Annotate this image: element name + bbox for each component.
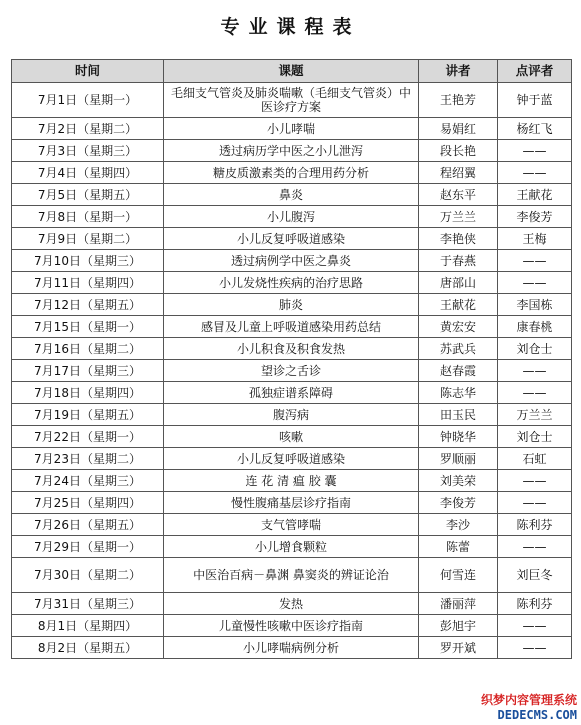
cell-time: 7月2日（星期二） <box>12 118 164 140</box>
table-row <box>12 272 572 294</box>
cell-time: 7月10日（星期三） <box>12 250 164 272</box>
cell-time: 7月15日（星期一） <box>12 316 164 338</box>
cell-reviewer: 刘巨冬 <box>498 558 572 593</box>
cell-topic: 肺炎 <box>164 294 419 316</box>
cell-time: 7月8日（星期一） <box>12 206 164 228</box>
cell-lecturer: 于春燕 <box>419 250 498 272</box>
table-row <box>12 470 572 492</box>
cell-topic: 小儿积食及积食发热 <box>164 338 419 360</box>
cell-time: 7月26日（星期五） <box>12 514 164 536</box>
cell-reviewer: 杨红飞 <box>498 118 572 140</box>
cell-lecturer: 段长艳 <box>419 140 498 162</box>
cell-time: 8月2日（星期五） <box>12 637 164 659</box>
cell-topic: 中医治百病－鼻渊 鼻窦炎的辨证论治 <box>164 558 419 593</box>
cell-time: 7月4日（星期四） <box>12 162 164 184</box>
table-row <box>12 228 572 250</box>
table-row <box>12 404 572 426</box>
cell-lecturer: 潘丽萍 <box>419 593 498 615</box>
cell-topic: 小儿反复呼吸道感染 <box>164 448 419 470</box>
cell-time: 8月1日（星期四） <box>12 615 164 637</box>
cell-topic: 小儿增食颗粒 <box>164 536 419 558</box>
cell-reviewer: 陈利芬 <box>498 593 572 615</box>
cell-reviewer: 王梅 <box>498 228 572 250</box>
cell-topic: 小儿哮喘 <box>164 118 419 140</box>
table-row <box>12 514 572 536</box>
cell-lecturer: 罗顺丽 <box>419 448 498 470</box>
cell-topic: 望诊之舌诊 <box>164 360 419 382</box>
cell-time: 7月31日（星期三） <box>12 593 164 615</box>
table-row <box>12 83 572 118</box>
cell-lecturer: 苏武兵 <box>419 338 498 360</box>
watermark-url: DEDECMS.COM <box>497 708 577 722</box>
cell-time: 7月29日（星期一） <box>12 536 164 558</box>
cell-lecturer: 刘美荣 <box>419 470 498 492</box>
cell-reviewer: 刘仓士 <box>498 338 572 360</box>
cell-lecturer: 唐部山 <box>419 272 498 294</box>
cell-reviewer: 钟于蓝 <box>498 83 572 118</box>
cell-time: 7月16日（星期二） <box>12 338 164 360</box>
cell-reviewer: 陈利芬 <box>498 514 572 536</box>
cell-lecturer: 赵东平 <box>419 184 498 206</box>
cell-time: 7月3日（星期三） <box>12 140 164 162</box>
cell-reviewer: —— <box>498 536 572 558</box>
cell-lecturer: 钟晓华 <box>419 426 498 448</box>
table-row <box>12 637 572 659</box>
table-row <box>12 316 572 338</box>
cell-reviewer: 王献花 <box>498 184 572 206</box>
table-row <box>12 448 572 470</box>
cell-lecturer: 陈志华 <box>419 382 498 404</box>
table-row <box>12 206 572 228</box>
cell-lecturer: 彭旭宇 <box>419 615 498 637</box>
table-row <box>12 360 572 382</box>
table-row <box>12 536 572 558</box>
cell-topic: 小儿腹泻 <box>164 206 419 228</box>
cell-reviewer: 石虹 <box>498 448 572 470</box>
cell-reviewer: —— <box>498 637 572 659</box>
cell-lecturer: 黄宏安 <box>419 316 498 338</box>
cell-topic: 慢性腹痛基层诊疗指南 <box>164 492 419 514</box>
cell-topic: 腹泻病 <box>164 404 419 426</box>
cell-reviewer: 万兰兰 <box>498 404 572 426</box>
cell-reviewer: —— <box>498 140 572 162</box>
cell-topic: 糖皮质激素类的合理用药分析 <box>164 162 419 184</box>
cell-topic: 咳嗽 <box>164 426 419 448</box>
cell-reviewer: 刘仓士 <box>498 426 572 448</box>
table-row <box>12 184 572 206</box>
cell-time: 7月9日（星期二） <box>12 228 164 250</box>
cell-topic: 小儿反复呼吸道感染 <box>164 228 419 250</box>
header-lecturer: 讲者 <box>419 60 498 83</box>
cell-time: 7月11日（星期四） <box>12 272 164 294</box>
table-row <box>12 426 572 448</box>
cell-topic: 支气管哮喘 <box>164 514 419 536</box>
cell-reviewer: —— <box>498 250 572 272</box>
cell-topic: 透过病例学中医之鼻炎 <box>164 250 419 272</box>
cell-reviewer: 李俊芳 <box>498 206 572 228</box>
cell-lecturer: 罗开斌 <box>419 637 498 659</box>
cell-reviewer: —— <box>498 272 572 294</box>
table-row <box>12 140 572 162</box>
cell-topic: 小儿哮喘病例分析 <box>164 637 419 659</box>
table-row <box>12 338 572 360</box>
cell-reviewer: —— <box>498 162 572 184</box>
schedule-table <box>11 59 572 659</box>
table-row <box>12 492 572 514</box>
cell-lecturer: 易娟红 <box>419 118 498 140</box>
cell-topic: 毛细支气管炎及肺炎喘嗽（毛细支气管炎）中医诊疗方案 <box>164 83 419 118</box>
table-row <box>12 558 572 593</box>
cell-reviewer: 李国栋 <box>498 294 572 316</box>
table-row <box>12 593 572 615</box>
cell-reviewer: —— <box>498 360 572 382</box>
table-row <box>12 250 572 272</box>
cell-lecturer: 田玉民 <box>419 404 498 426</box>
page-title: 专业课程表 <box>220 16 361 38</box>
watermark-text: 织梦内容管理系统 <box>480 693 577 707</box>
cell-reviewer: 康春桃 <box>498 316 572 338</box>
cell-time: 7月17日（星期三） <box>12 360 164 382</box>
cell-topic: 孤独症谱系障碍 <box>164 382 419 404</box>
cell-time: 7月19日（星期五） <box>12 404 164 426</box>
cell-time: 7月5日（星期五） <box>12 184 164 206</box>
cell-topic: 儿童慢性咳嗽中医诊疗指南 <box>164 615 419 637</box>
cell-time: 7月24日（星期三） <box>12 470 164 492</box>
cell-lecturer: 李艳侠 <box>419 228 498 250</box>
cell-topic: 透过病历学中医之小儿泄泻 <box>164 140 419 162</box>
table-row <box>12 382 572 404</box>
cell-reviewer: —— <box>498 492 572 514</box>
table-row <box>12 118 572 140</box>
header-row <box>12 60 572 83</box>
cell-lecturer: 陈蕾 <box>419 536 498 558</box>
cell-time: 7月18日（星期四） <box>12 382 164 404</box>
cell-lecturer: 王艳芳 <box>419 83 498 118</box>
cell-lecturer: 李俊芳 <box>419 492 498 514</box>
cell-time: 7月1日（星期一） <box>12 83 164 118</box>
cell-time: 7月12日（星期五） <box>12 294 164 316</box>
cell-lecturer: 李沙 <box>419 514 498 536</box>
cell-topic: 鼻炎 <box>164 184 419 206</box>
cell-time: 7月30日（星期二） <box>12 558 164 593</box>
cell-lecturer: 王献花 <box>419 294 498 316</box>
table-row <box>12 615 572 637</box>
cell-reviewer: —— <box>498 470 572 492</box>
cell-lecturer: 何雪连 <box>419 558 498 593</box>
watermark <box>417 693 577 723</box>
cell-reviewer: —— <box>498 615 572 637</box>
header-reviewer: 点评者 <box>498 60 572 83</box>
table-row <box>12 162 572 184</box>
cell-topic: 发热 <box>164 593 419 615</box>
header-time: 时间 <box>12 60 164 83</box>
header-topic: 课题 <box>164 60 419 83</box>
cell-topic: 感冒及儿童上呼吸道感染用药总结 <box>164 316 419 338</box>
cell-lecturer: 万兰兰 <box>419 206 498 228</box>
cell-lecturer: 赵春霞 <box>419 360 498 382</box>
cell-topic: 小儿发烧性疾病的治疗思路 <box>164 272 419 294</box>
cell-time: 7月25日（星期四） <box>12 492 164 514</box>
table-row <box>12 294 572 316</box>
cell-reviewer: —— <box>498 382 572 404</box>
cell-topic: 连 花 清 瘟 胶 囊 <box>164 470 419 492</box>
cell-lecturer: 程绍翼 <box>419 162 498 184</box>
cell-time: 7月23日（星期二） <box>12 448 164 470</box>
cell-time: 7月22日（星期一） <box>12 426 164 448</box>
